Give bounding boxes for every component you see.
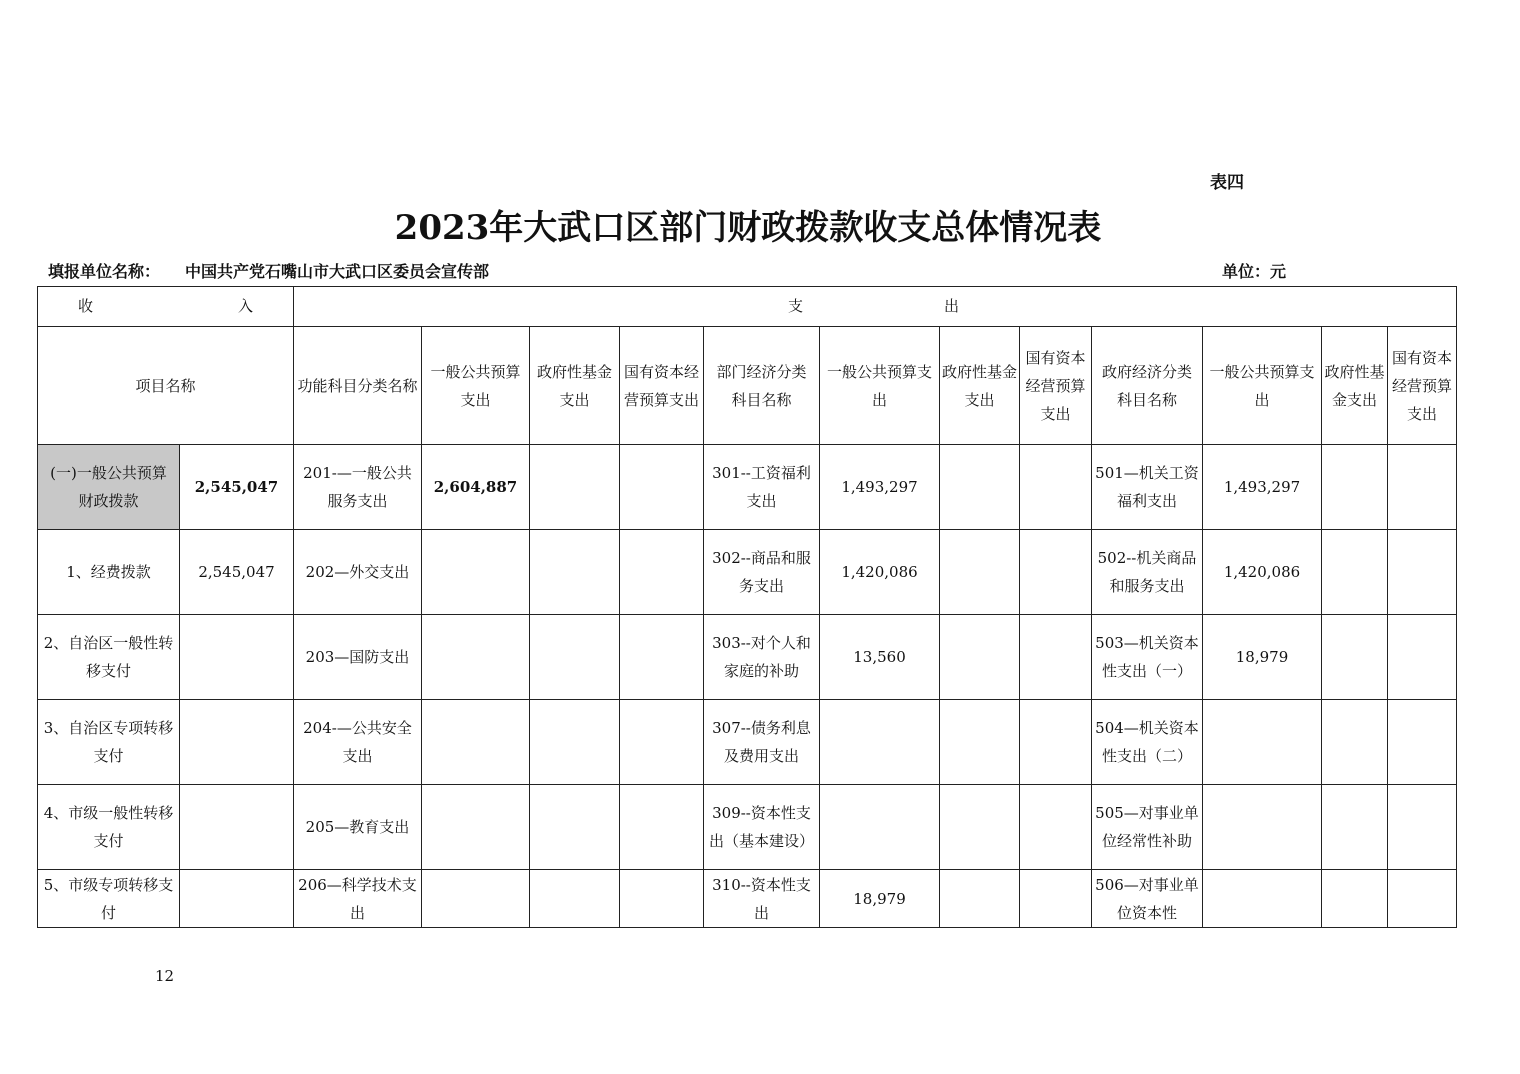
table-cell: 505—对事业单位经常性补助 [1092, 785, 1203, 870]
column-header: 政府经济分类 科目名称 [1092, 327, 1203, 445]
table-cell [620, 530, 704, 615]
income-header-a: 收 [78, 297, 94, 315]
table-cell [530, 615, 620, 700]
org-label: 填报单位名称： [48, 262, 161, 281]
table-cell: 301--工资福利支出 [704, 445, 820, 530]
table-cell [940, 785, 1020, 870]
column-header: 政府性基金支出 [1322, 327, 1388, 445]
table-cell [530, 870, 620, 928]
table-cell [940, 530, 1020, 615]
table-cell [820, 700, 940, 785]
table-cell [620, 870, 704, 928]
column-header: 政府性基金支出 [940, 327, 1020, 445]
table-cell [620, 785, 704, 870]
column-header: 国有资本经营预算支出 [1388, 327, 1457, 445]
table-cell [940, 700, 1020, 785]
table-cell: 1,420,086 [1203, 530, 1322, 615]
table-cell [1388, 615, 1457, 700]
table-row [38, 615, 1457, 700]
table-cell: 502--机关商品和服务支出 [1092, 530, 1203, 615]
table-cell [1203, 700, 1322, 785]
table-cell: 203—国防支出 [294, 615, 422, 700]
table-row [38, 530, 1457, 615]
table-cell: 204-—公共安全支出 [294, 700, 422, 785]
table-cell [620, 615, 704, 700]
table-cell [1388, 445, 1457, 530]
column-header: 国有资本经营预算支出 [1020, 327, 1092, 445]
table-cell: 3、自治区专项转移支付 [38, 700, 180, 785]
income-header-b: 入 [238, 297, 254, 315]
table-cell [1020, 700, 1092, 785]
table-cell [1322, 785, 1388, 870]
table-cell: 303--对个人和家庭的补助 [704, 615, 820, 700]
expense-header [294, 287, 1457, 327]
table-row [38, 870, 1457, 928]
expense-header-a: 支 [788, 297, 804, 315]
table-cell [530, 700, 620, 785]
table-cell [180, 870, 294, 928]
expense-header-b: 出 [944, 297, 960, 315]
table-cell: 2,604,887 [422, 445, 530, 530]
table-cell: 18,979 [820, 870, 940, 928]
table-cell [940, 445, 1020, 530]
table-cell: 310--资本性支出 [704, 870, 820, 928]
table-cell [1322, 530, 1388, 615]
table-cell [1388, 785, 1457, 870]
table-cell: 2,545,047 [180, 445, 294, 530]
table-cell: 307--债务利息及费用支出 [704, 700, 820, 785]
table-cell: (一)一般公共预算 财政拨款 [38, 445, 180, 530]
finance-table [37, 286, 1457, 928]
table-row [38, 700, 1457, 785]
table-cell: 1,493,297 [820, 445, 940, 530]
table-cell [820, 785, 940, 870]
column-header: 一般公共预算支出 [422, 327, 530, 445]
table-label: 表四 [1210, 173, 1244, 193]
table-cell [620, 700, 704, 785]
table-row [38, 785, 1457, 870]
table-cell [1020, 785, 1092, 870]
table-cell: 5、市级专项转移支付 [38, 870, 180, 928]
column-header-row [38, 327, 1457, 445]
unit-label: 单位：元 [1222, 262, 1287, 281]
table-cell: 2,545,047 [180, 530, 294, 615]
table-cell [530, 530, 620, 615]
table-cell [1322, 445, 1388, 530]
table-cell: 2、自治区一般性转移支付 [38, 615, 180, 700]
table-cell [180, 700, 294, 785]
table-cell [530, 785, 620, 870]
table-cell [1322, 700, 1388, 785]
table-cell: 4、市级一般性转移支付 [38, 785, 180, 870]
table-cell [422, 615, 530, 700]
income-header [38, 287, 294, 327]
table-cell [422, 785, 530, 870]
table-cell: 205—教育支出 [294, 785, 422, 870]
table-cell: 206—科学技术支出 [294, 870, 422, 928]
page-title: 2023年大武口区部门财政拨款收支总体情况表 [394, 208, 1102, 248]
table-cell: 309--资本性支出（基本建设） [704, 785, 820, 870]
table-cell: 202—外交支出 [294, 530, 422, 615]
table-cell: 13,560 [820, 615, 940, 700]
table-cell [1388, 700, 1457, 785]
column-header: 一般公共预算支出 [820, 327, 940, 445]
table-cell [1020, 445, 1092, 530]
table-cell [1203, 870, 1322, 928]
table-row [38, 445, 1457, 530]
column-header: 一般公共预算支出 [1203, 327, 1322, 445]
table-cell [180, 615, 294, 700]
table-cell: 506—对事业单位资本性 [1092, 870, 1203, 928]
column-header: 项目名称 [38, 327, 294, 445]
table-cell: 504—机关资本性支出（二） [1092, 700, 1203, 785]
table-cell [1020, 530, 1092, 615]
column-header: 政府性基金支出 [530, 327, 620, 445]
table-cell [1020, 615, 1092, 700]
table-cell [1322, 870, 1388, 928]
table-cell: 1,493,297 [1203, 445, 1322, 530]
org-name: 中国共产党石嘴山市大武口区委员会宣传部 [185, 262, 490, 281]
table-cell: 302--商品和服务支出 [704, 530, 820, 615]
table-cell [422, 700, 530, 785]
column-header: 功能科目分类名称 [294, 327, 422, 445]
table-cell [1388, 530, 1457, 615]
table-cell [940, 615, 1020, 700]
table-cell [422, 870, 530, 928]
org-unit-line [48, 259, 1308, 283]
table-cell [1020, 870, 1092, 928]
table-cell [1322, 615, 1388, 700]
table-cell [1388, 870, 1457, 928]
table-cell [940, 870, 1020, 928]
table-cell [620, 445, 704, 530]
table-cell: 18,979 [1203, 615, 1322, 700]
table-cell [1203, 785, 1322, 870]
table-cell: 503—机关资本性支出（一） [1092, 615, 1203, 700]
page-number: 12 [155, 967, 175, 985]
table-cell: 1,420,086 [820, 530, 940, 615]
table-cell: 501—机关工资福利支出 [1092, 445, 1203, 530]
table-cell: 201-—一般公共服务支出 [294, 445, 422, 530]
table-cell [530, 445, 620, 530]
table-cell [180, 785, 294, 870]
table-cell [422, 530, 530, 615]
column-header: 部门经济分类 科目名称 [704, 327, 820, 445]
table-cell: 1、经费拨款 [38, 530, 180, 615]
column-header: 国有资本经营预算支出 [620, 327, 704, 445]
